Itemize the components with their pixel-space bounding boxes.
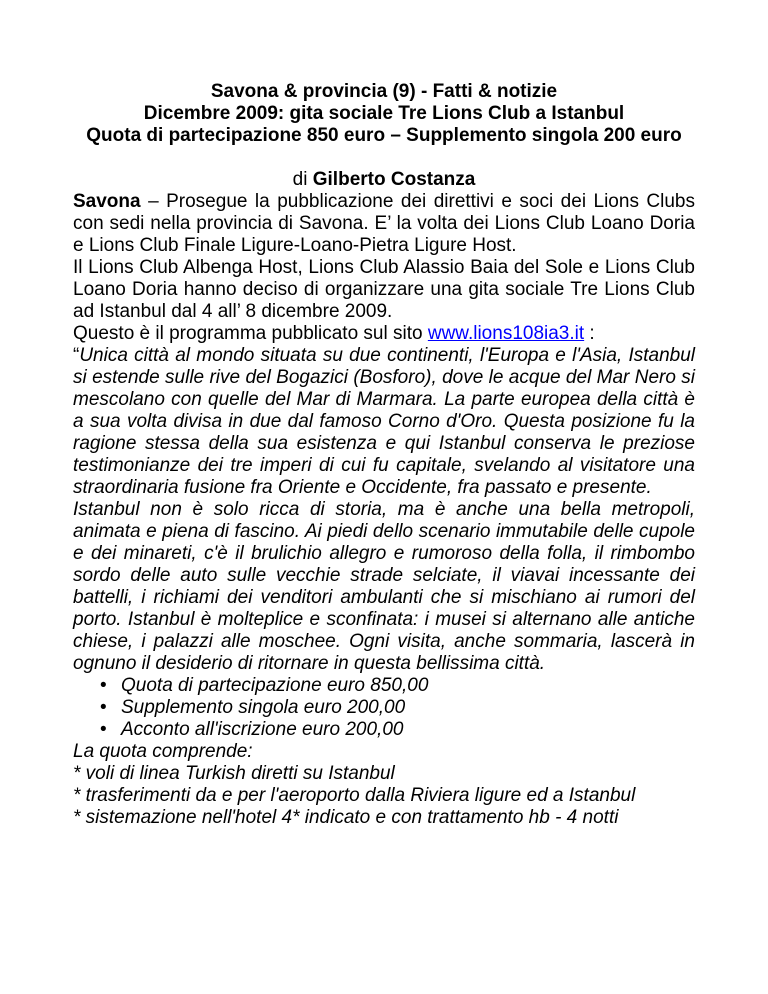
includes-item: * sistemazione nell'hotel 4* indicato e con trattamento hb - 4 notti	[73, 807, 619, 828]
author-prefix: di	[292, 169, 313, 190]
quote-paragraph-2: Istanbul non è solo ricca di storia, ma è anche una bella metropoli, animata e piena di fascino. Ai piedi dello scenario immutabile delle cupole e dei minareti, c'è il brulichio allegro e rumoroso della folla, il rimbombo sordo delle auto sulle vecchie strade selciate, il viavai incessante dei battelli, i richiami dei venditori ambulanti che si mischiano ai rumori del porto. Istanbul è molteplice e sconfinata: i musei si alternano alle antiche chiese, i palazzi alle moschee. Ogni visita, anche sommaria, lascerà in ognuno il desiderio di ritornare in questa bellissima città.	[73, 499, 695, 674]
intro-paragraph-1	[73, 191, 695, 257]
title-line-3: Quota di partecipazione 850 euro – Supplemento singola 200 euro	[86, 125, 682, 146]
quote-paragraph-1	[73, 345, 695, 499]
title-line-1: Savona & provincia (9) - Fatti & notizie	[210, 81, 558, 102]
price-item-text: Supplemento singola euro 200,00	[121, 697, 406, 718]
includes-item: * trasferimenti da e per l'aeroporto dalla Riviera ligure ed a Istanbul	[73, 785, 636, 806]
author-name: Gilberto Costanza	[312, 169, 476, 190]
program-prefix: Questo è il programma pubblicato sul sito	[73, 323, 428, 344]
price-item-text: Quota di partecipazione euro 850,00	[121, 675, 429, 696]
list-item	[100, 697, 695, 719]
article-body	[73, 191, 695, 829]
intro-paragraph-2: Il Lions Club Albenga Host, Lions Club Alassio Baia del Sole e Lions Club Loano Doria hanno deciso di organizzare una gita sociale Tre Lions Club ad Istanbul dal 4 all’ 8 dicembre 2009.	[73, 257, 695, 322]
program-source-line	[73, 323, 695, 345]
bullet-icon: •	[100, 697, 107, 718]
includes-heading: La quota comprende:	[73, 741, 253, 762]
includes-item: * voli di linea Turkish diretti su Istanbul	[73, 763, 395, 784]
title-line-2: Dicembre 2009: gita sociale Tre Lions Club a Istanbul	[143, 103, 625, 124]
website-link[interactable]: www.lions108ia3.it	[427, 323, 585, 344]
price-list	[73, 675, 695, 741]
list-item	[100, 719, 695, 741]
quote-text-1: Unica città al mondo situata su due continenti, l'Europa e l'Asia, Istanbul si estende sulle rive del Bogazici (Bosforo), dove le acque del Mar Nero si mescolano con quelle del Mar di Marmara. La parte europea della città è a sua volta divisa in due dal famoso Corno d'Oro. Questa posizione fu la ragione stessa della sua esistenza e qui Istanbul conserva le preziose testimonianze dei tre imperi di cui fu capitale, svelando al visitatore una straordinaria fusione fra Oriente e Occidente, fra passato e presente.	[73, 345, 695, 498]
bullet-icon: •	[100, 675, 107, 696]
intro-text-1: – Prosegue la pubblicazione dei direttivi e soci dei Lions Clubs con sedi nella provincia di Savona. E’ la volta dei Lions Club Loano Doria e Lions Club Finale Ligure-Loano-Pietra Ligure Host.	[73, 191, 695, 256]
price-item-text: Acconto all'iscrizione euro 200,00	[121, 719, 404, 740]
list-item	[100, 675, 695, 697]
author-byline	[73, 169, 695, 191]
dateline-place: Savona	[73, 191, 141, 212]
bullet-icon: •	[100, 719, 107, 740]
quote-open-mark: “	[73, 345, 80, 366]
article-title	[73, 81, 695, 147]
program-suffix: :	[584, 323, 595, 344]
